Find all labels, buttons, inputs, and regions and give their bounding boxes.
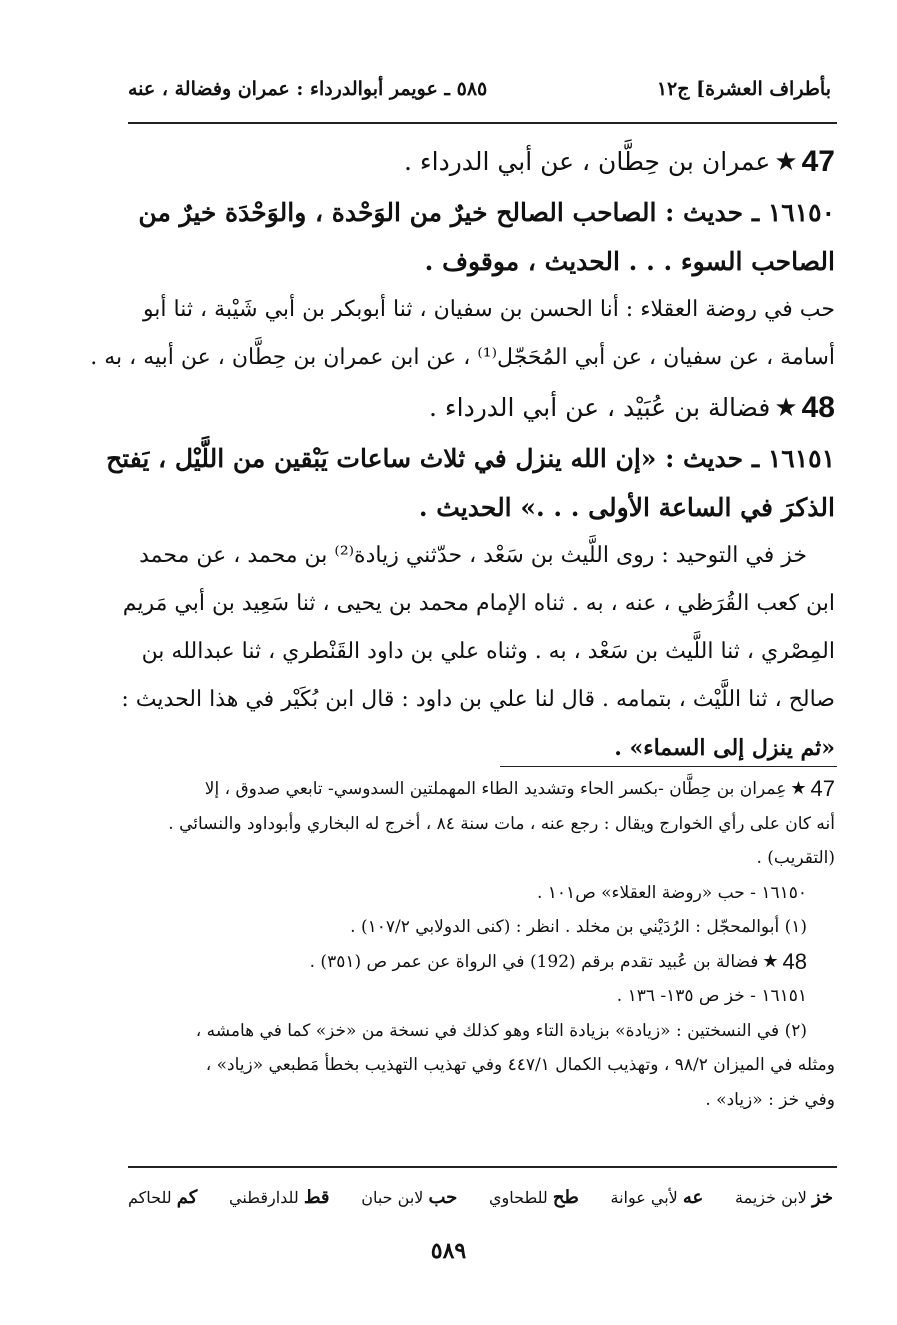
isnad-text: صالح ، ثنا اللَّيْث ، بتمامه . قال لنا علي بن داود : قال ابن بُكَيْر في هذا الحديث :: [121, 687, 835, 712]
star-icon: ★: [774, 393, 798, 423]
footnote-text: فضالة بن عُبيد تقدم برقم (192) في الرواة عن عمر ص (٣٥١) .: [309, 951, 759, 972]
footnotes: [130, 772, 835, 1117]
footnote-47-line-3: [130, 841, 835, 876]
footnote-text: (١) أبوالمحجّل : الرُدَيْني بن مخلد . انظر : (كنى الدولابي ١٠٧/٢) .: [350, 917, 807, 937]
footnote-2-line-3: [130, 1083, 835, 1118]
footnote-16150: [130, 876, 835, 911]
entry-title: عمران بن حِطَّان ، عن أبي الدرداء .: [403, 147, 771, 176]
footnote-text: ومثله في الميزان ٩٨/٢ ، وتهذيب الكمال ٤٤٧/١ وفي تهذيب التهذيب بخطأ مَطبعي «زياد» ،: [205, 1055, 835, 1075]
isnad-text: أسامة ، عن سفيان ، عن أبي المُحَجّل⁽¹⁾ ، عن ابن عمران بن حِطَّان ، عن أبيه ، به .: [90, 345, 835, 370]
isnad-paragraph-1-line-1: [130, 286, 835, 334]
footnote-number: 48: [782, 948, 807, 974]
isnad-text: حب في روضة العقلاء : أنا الحسن بن سفيان ، ثنا أبوبكر بن أبي شَيْبة ، ثنا أبو: [142, 297, 835, 322]
running-header: [128, 72, 831, 106]
hadith-16151-line-2: [130, 483, 835, 532]
abbr-item: طح للطحاوي: [489, 1186, 579, 1208]
footnote-1: [130, 910, 835, 945]
isnad-paragraph-1-line-2: [90, 334, 835, 382]
footnote-48: [130, 945, 835, 980]
footnote-text: عِمران بن حِطَّان -بكسر الحاء وتشديد الطاء المهملتين السدوسي- تابعي صدوق ، إلا: [204, 779, 787, 799]
isnad-paragraph-2-line-4: [121, 676, 835, 724]
isnad-text: المِصْري ، ثنا اللَّيث بن سَعْد ، به . وثناه علي بن داود القَنْطري ، ثنا عبدالله بن: [141, 639, 835, 664]
page-number: ٥٨٩: [430, 1238, 467, 1264]
isnad-paragraph-2-line-1: [130, 532, 835, 580]
abbr-item: قط للدارقطني: [229, 1186, 330, 1208]
hadith-text: ١٦١٥٠ ـ حديث : الصاحب الصالح خيرٌ من الوَحْدة ، والوَحْدَة خيرٌ من: [138, 198, 835, 227]
footnote-2-line-1: [130, 1014, 835, 1049]
isnad-paragraph-2-line-5: [130, 724, 835, 772]
abbreviation-key: [128, 1180, 833, 1214]
footnote-text: وفي خز : «زياد» .: [705, 1089, 835, 1110]
footnote-47-line-2: [130, 807, 835, 842]
abbr-item: خز لابن خزيمة: [735, 1186, 833, 1208]
hadith-text: ١٦١٥١ ـ حديث : «إن الله ينزل في ثلاث ساعات يَبْقين من اللَّيْل ، يَفتح: [106, 444, 835, 473]
header-section: ٥٨٥ ـ عويمر أبوالدرداء : عمران وفضالة ، عنه: [128, 78, 488, 100]
footnote-text: (التقريب) .: [756, 848, 835, 868]
abbr-item: حب لابن حبان: [361, 1186, 458, 1208]
header-volume: بأطراف العشرة] ج١٢: [656, 78, 831, 100]
footnote-16151: [130, 979, 835, 1014]
entry-number: 47: [801, 145, 835, 178]
entry-48-heading: [130, 382, 835, 434]
hadith-16150-line-1: [130, 188, 835, 237]
star-icon: ★: [762, 950, 779, 972]
footnote-2-line-2: [130, 1048, 835, 1083]
footnote-number: 47: [810, 776, 835, 801]
footnote-text: (٢) في النسختين : «زيادة» بزيادة التاء وهو كذلك في نسخة من «خز» كما في هامشه ،: [195, 1020, 807, 1041]
isnad-text: ابن كعب القُرَظي ، عنه ، به . ثناه الإمام محمد بن يحيى ، ثنا سَعِيد بن أبي مَريم: [122, 591, 835, 616]
entry-number: 48: [801, 391, 835, 424]
main-text: [90, 136, 835, 772]
footnote-47-line-1: [130, 772, 835, 807]
isnad-paragraph-2-line-2: [122, 580, 835, 628]
isnad-text: خز في التوحيد : روى اللَّيث بن سَعْد ، حدّثني زيادة⁽²⁾ بن محمد ، عن محمد: [139, 543, 807, 568]
footnote-text: ١٦١٥١ - خز ص ١٣٥- ١٣٦ .: [616, 986, 807, 1006]
footnote-text: أنه كان على رأي الخوارج ويقال : رجع عنه ، مات سنة ٨٤ ، أخرج له البخاري وأبوداود والنسائي .: [168, 813, 835, 834]
abbreviations-divider: [128, 1166, 837, 1168]
entry-47-heading: [130, 136, 835, 188]
hadith-16151-line-1: [106, 434, 835, 483]
star-icon: ★: [774, 147, 798, 177]
footnote-divider: [500, 766, 837, 767]
isnad-paragraph-2-line-3: [130, 628, 835, 676]
header-divider: [128, 122, 837, 124]
hadith-16150-line-2: [130, 237, 835, 286]
entry-title: فضالة بن عُبَيْد ، عن أبي الدرداء .: [429, 393, 771, 422]
footnote-text: ١٦١٥٠ - حب «روضة العقلاء» ص١٠١ .: [536, 882, 807, 903]
abbr-item: عه لأبي عوانة: [610, 1186, 704, 1208]
abbr-item: كم للحاكم: [128, 1186, 198, 1208]
isnad-text: «ثم ينزل إلى السماء» .: [614, 735, 835, 761]
hadith-text: الذكرَ في الساعة الأولى . . .» الحديث .: [418, 493, 835, 522]
hadith-text: الصاحب السوء . . . الحديث ، موقوف .: [424, 247, 835, 276]
star-icon: ★: [790, 778, 807, 799]
